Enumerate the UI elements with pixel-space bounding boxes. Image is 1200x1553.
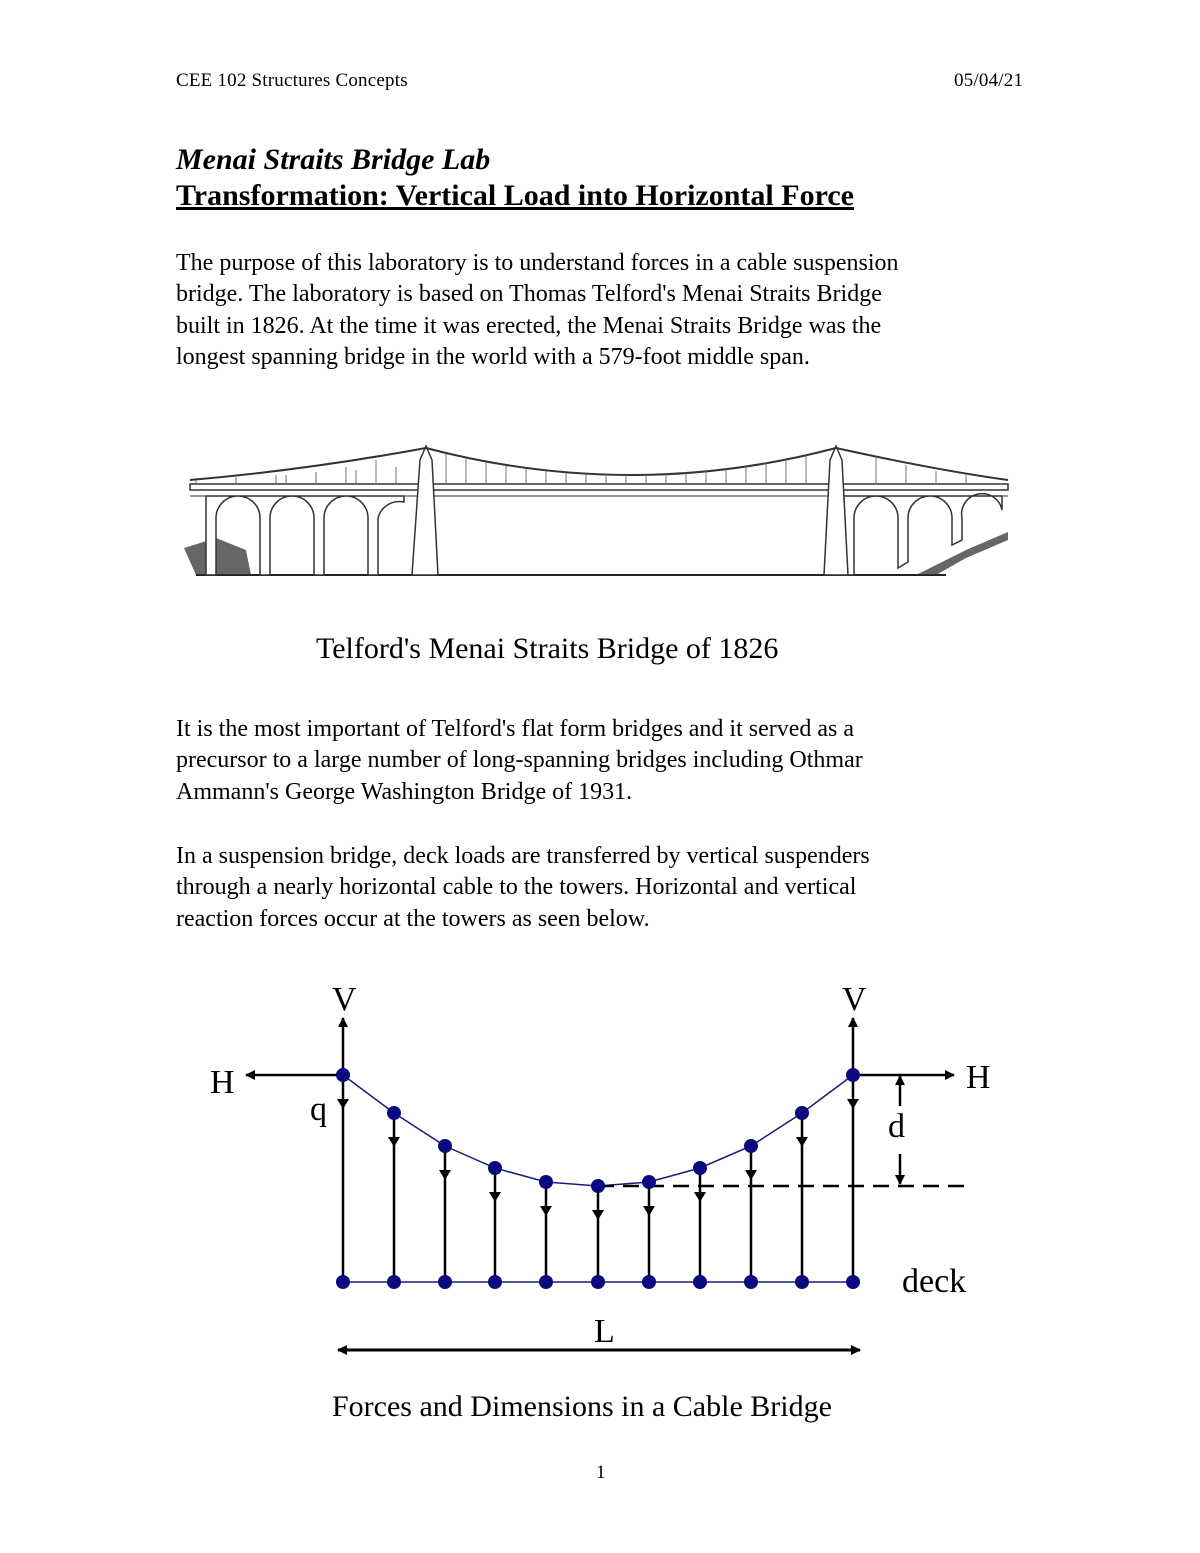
deck-node [642, 1275, 656, 1289]
v-right-label: V [842, 981, 867, 1018]
deck-node [693, 1275, 707, 1289]
cable-node [488, 1161, 502, 1175]
intro-paragraph [176, 248, 1036, 373]
deck-label: deck [902, 1263, 967, 1300]
menai-bridge-drawing [176, 440, 1012, 585]
mechanics-paragraph [176, 841, 1036, 935]
v-left-label: V [332, 981, 357, 1018]
load-arrow [745, 1170, 757, 1180]
history-line: Ammann's George Washington Bridge of 1931. [176, 778, 633, 805]
load-arrow [643, 1206, 655, 1216]
mechanics-line: In a suspension bridge, deck loads are transferred by vertical suspenders [176, 843, 870, 869]
cable-node [591, 1179, 605, 1193]
cable-node [846, 1068, 860, 1082]
cable-node [744, 1139, 758, 1153]
cable-figure-caption: Forces and Dimensions in a Cable Bridge [332, 1390, 832, 1423]
deck-node [438, 1275, 452, 1289]
lab-subtitle: Transformation: Vertical Load into Horizontal Force [176, 179, 854, 212]
deck-node [488, 1275, 502, 1289]
history-line: precursor to a large number of long-spanning bridges including Othmar [176, 747, 863, 774]
deck-node [387, 1275, 401, 1289]
h-left-label: H [210, 1064, 235, 1101]
cable-node [539, 1175, 553, 1189]
page-number: 1 [596, 1462, 606, 1483]
load-arrow [337, 1099, 349, 1109]
history-line: It is the most important of Telford's flat form bridges and it served as a [176, 716, 855, 742]
lab-title: Menai Straits Bridge Lab [176, 143, 491, 176]
q-label: q [310, 1091, 327, 1128]
header-date: 05/04/21 [954, 70, 1024, 91]
deck-node [336, 1275, 350, 1289]
deck-node [846, 1275, 860, 1289]
cable-node [387, 1106, 401, 1120]
load-arrow [694, 1192, 706, 1202]
cable-line [343, 1075, 853, 1186]
intro-line: The purpose of this laboratory is to understand forces in a cable suspension [176, 250, 899, 276]
span-label: L [594, 1313, 615, 1350]
cable-node [336, 1068, 350, 1082]
cable-node [795, 1106, 809, 1120]
load-arrow [796, 1137, 808, 1147]
load-arrow [540, 1206, 552, 1216]
load-arrow [847, 1099, 859, 1109]
deck-node [539, 1275, 553, 1289]
mechanics-line: reaction forces occur at the towers as seen below. [176, 905, 650, 932]
intro-line: built in 1826. At the time it was erected, the Menai Straits Bridge was the [176, 312, 882, 339]
deck-node [591, 1275, 605, 1289]
deck-node [744, 1275, 758, 1289]
header-course: CEE 102 Structures Concepts [176, 70, 408, 91]
load-arrow [439, 1170, 451, 1180]
history-paragraph [176, 714, 1036, 808]
cable-node [642, 1175, 656, 1189]
mechanics-line: through a nearly horizontal cable to the towers. Horizontal and vertical [176, 874, 857, 901]
bridge-figure-caption: Telford's Menai Straits Bridge of 1826 [316, 632, 779, 665]
load-arrow [592, 1210, 604, 1220]
diagram-lines [246, 1018, 972, 1350]
cable-node [693, 1161, 707, 1175]
intro-line: longest spanning bridge in the world with a 579-foot middle span. [176, 343, 810, 370]
deck-node [795, 1275, 809, 1289]
intro-line: bridge. The laboratory is based on Thomas Telford's Menai Straits Bridge [176, 281, 882, 308]
load-arrow [489, 1192, 501, 1202]
h-right-label: H [966, 1059, 991, 1096]
cable-node [438, 1139, 452, 1153]
load-arrow [388, 1137, 400, 1147]
d-label: d [888, 1108, 905, 1145]
cable-force-diagram [180, 970, 1000, 1370]
